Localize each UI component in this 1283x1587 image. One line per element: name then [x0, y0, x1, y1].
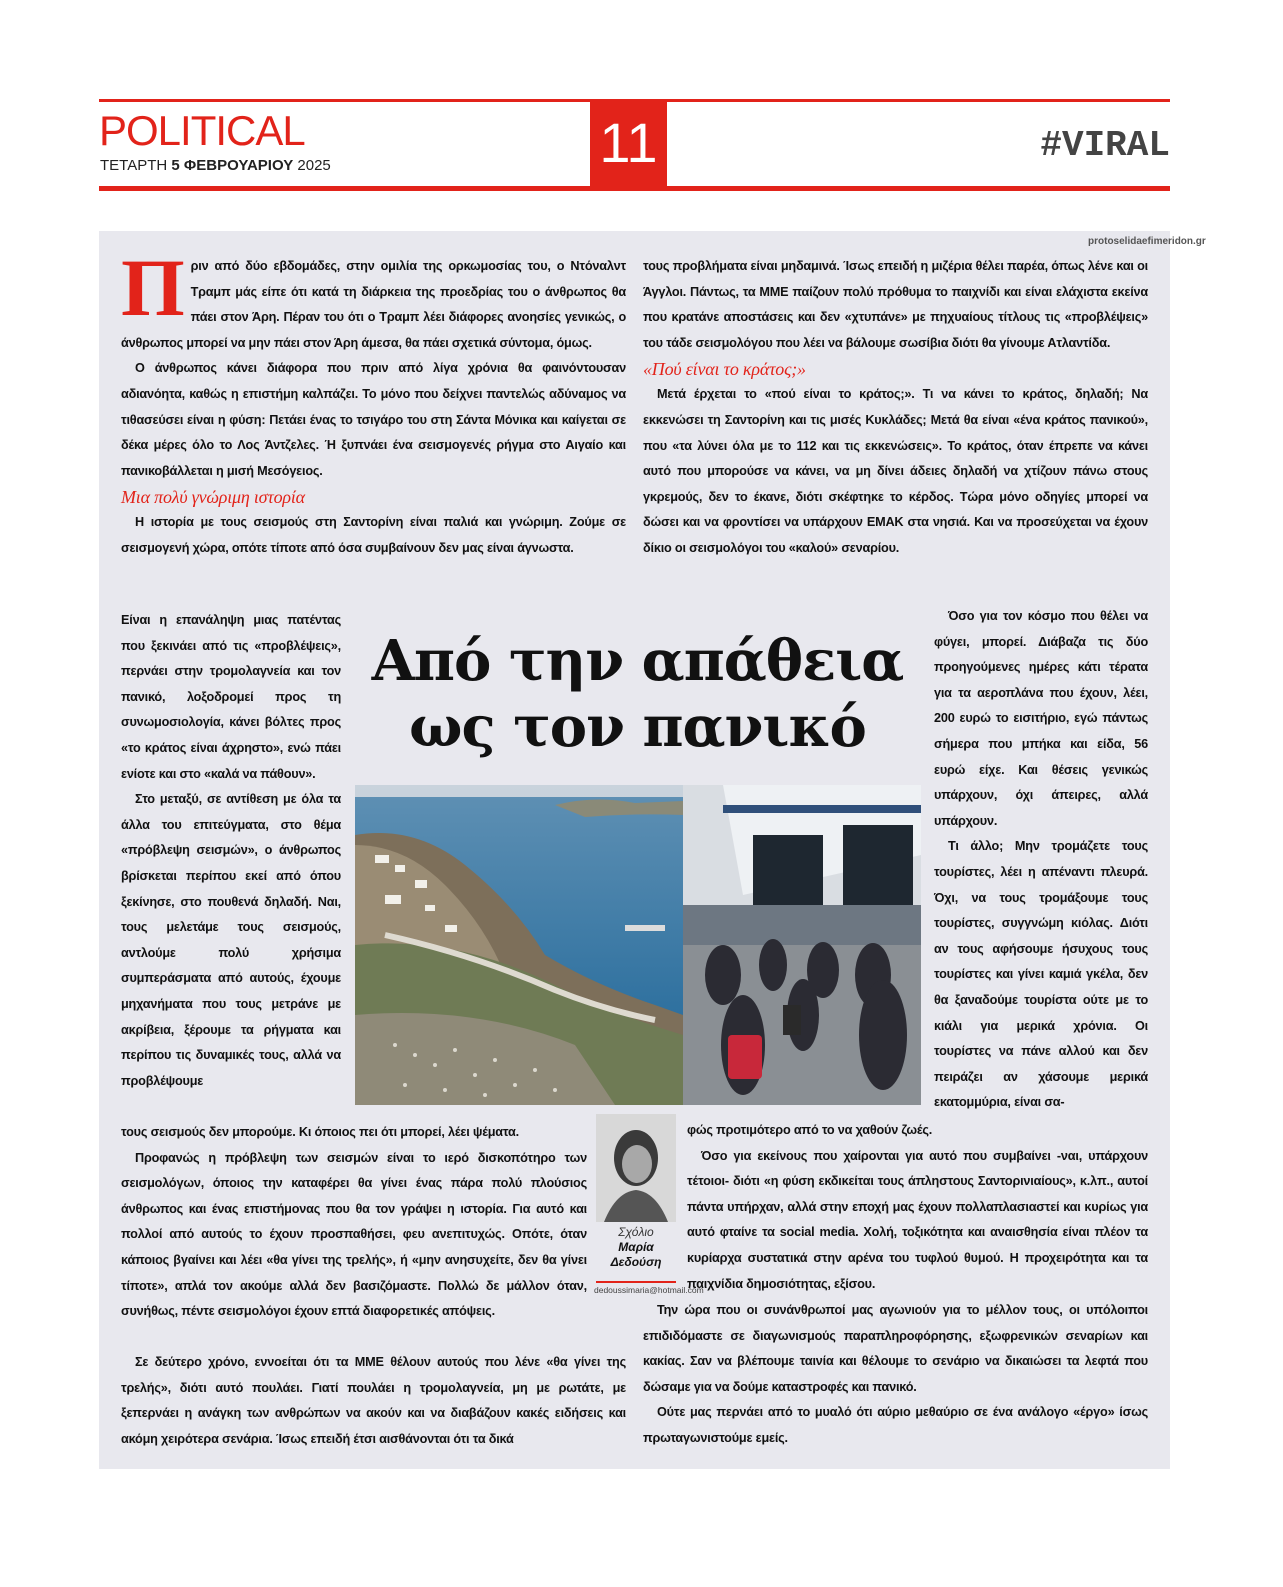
column-2-top: [643, 254, 1148, 562]
dateline-year: 2025: [297, 157, 331, 174]
paragraph: Ο άνθρωπος κάνει διάφορα που πριν από λίγα χρόνια θα φαινόντουσαν αδιανόητα, καθώς η επιστήμη καλπάζει. Το μόνο που δείχνει παντελώς αδύναμος να τιθασεύσει είναι η φύση: Πετάει ένας το τσιγάρο του στη Σάντα Μόνικα και καίγεται σε δέκα μέρες όλο το Λος Άντζελες. Ή ξυπνάει ένα σεισμογενές ρήγμα στο Αιγαίο και πανικοβάλλεται η μισή Μεσόγειος.: [121, 361, 626, 478]
santorini-aerial-photo: [355, 785, 683, 1105]
page-number: 11: [590, 99, 667, 187]
paragraph: τους σεισμούς δεν μπορούμε. Κι όποιος πει ότι μπορεί, λέει ψέματα.: [121, 1125, 519, 1139]
author-last-name: Δεδούση: [610, 1255, 662, 1269]
paragraph: Προφανώς η πρόβλεψη των σεισμών είναι το ιερό δισκοπότηρο των σεισμολόγων, όποιος την καταφέρει θα γίνει ένας πάρα πολύ πλούσιος άνθρωπος και ένας επιστήμονας που θα τον γράψει η ιστορία. Για αυτό και πολλοί από αυτούς το έχουν προσπαθήσει, φευ ανεπιτυχώς. Οπότε, όταν κάποιος βγαίνει και λέει «θα γίνει της τρελής», ή «μην ανησυχείτε, δεν θα γίνει τίποτε», απλά τον ακούμε αλλά δεν βασιζόμαστε. Πολλώ δε μάλλον όταν, συνήθως, πέντε σεισμολόγοι έχουν επτά διαφορετικές απόψεις.: [121, 1150, 587, 1319]
column-2-end: [643, 1298, 1148, 1452]
paragraph: Την ώρα που οι συνάνθρωποί μας αγωνιούν για το μέλλον τους, οι υπόλοιποι επιδιδόμαστε σε διαγωνισμούς παραπληροφόρησης, εξωφρενικών σεναρίων και κακίας. Σαν να βλέπουμε ταινία και θέλουμε το σενάριο να δικαιώσει τα λεφτά που δώσαμε για να δούμε καταστροφές και πανικό.: [643, 1303, 1148, 1394]
author-first-name: Μαρία: [618, 1240, 654, 1254]
paragraph: Όσο για εκείνους που χαίρονται για αυτό που συμβαίνει -ναι, υπάρχουν τέτοιοι- διότι «η φύση εκδικείται τους άπληστους Σαντορινιαίους», κ.λπ., αυτοί πάντα υπήρχαν, αλλά στην εποχή μας έχουν πολλαπλασιαστεί και κυρίως για αυτό φταίνε τα social media. Χολή, τοξικότητα και αναισθησία είναι πλέον τα κυρίαρχα συστατικά στην αρένα του τυφλού θυμού. Η προχειρότητα και τα παιχνίδια δημοσιότητας, εξίσου.: [687, 1148, 1148, 1291]
headline: [355, 628, 920, 760]
paragraph: Όσο για τον κόσμο που θέλει να φύγει, μπορεί. Διάβαζα τις δύο προηγούμενες ημέρες κάτι τέρατα για τα αεροπλάνα που έχουν, λέει, 200 ευρώ το εισιτήριο, εγώ πάντως σήμερα που μπήκα και είδα, 56 ευρώ είχε. Και θέσεις γενικώς υπάρχουν, όχι άπειρες, αλλά υπάρχουν.: [934, 609, 1148, 828]
subheading: «Πού είναι το κράτος;»: [643, 359, 806, 380]
column-1-end: [121, 1350, 626, 1452]
author-credit: [596, 1225, 676, 1270]
subheading: Μια πολύ γνώριμη ιστορία: [121, 487, 305, 508]
paragraph: Σε δεύτερο χρόνο, εννοείται ότι τα ΜΜΕ θέλουν αυτούς που λένε «θα γίνει της τρελής», διότι αυτό πουλάει. Γιατί πουλάει η τρομολαγνεία, μη με ρωτάτε, με ξεπερνάει η ανάγκη των ανθρώπων να ακούν και να διαβάζουν κακές ειδήσεις και ακόμη χειρότερα σενάρια. Ίσως επειδή έτσι αισθάνονται ότι τα δικά: [121, 1355, 626, 1446]
paragraph: Στο μεταξύ, σε αντίθεση με όλα τα άλλα του επιτεύγματα, στο θέμα «πρόβλεψη σεισμών», ο άνθρωπος βρίσκεται περίπου εκεί από όπου ξεκίνησε, στο πουθενά δηλαδή. Ναι, τους μελετάμε τους σεισμούς, αντλούμε πολύ χρήσιμα συμπεράσματα από αυτούς, έχουμε μηχανήματα που τους μετράνε με ακρίβεια, ξέρουμε τα ρήγματα και περίπου τις δυναμικές τους, αλλά να προβλέψουμε: [121, 792, 341, 1088]
intro-text: ριν από δύο εβδομάδες, στην ομιλία της ορκωμοσίας του, ο Ντόναλντ Τραμπ μάς είπε ότι κατά τη διάρκεια της προεδρίας του ο άνθρωπος θα πάει στον Άρη. Πέραν του ότι ο Τραμπ λέει διάφορες ανοησίες γενικώς, ο άνθρωπος μπορεί να μην πάει στον Άρη άμεσα, θα πάει σχετικά σύντομα, όμως.: [121, 259, 626, 350]
newspaper-brand: POLITICAL: [99, 107, 305, 154]
paragraph: Είναι η επανάληψη μιας πατέντας που ξεκινάει από τις «προβλέψεις», περνάει στην τρομολαγνεία και τον πανικό, λοξοδρομεί προς τη συνωμοσιολογία, κάνει βόλτες προς «το κράτος είναι άχρηστο», ενώ πάει ενίοτε και στο «καλά να πάθουν».: [121, 613, 341, 781]
column-1-top: [121, 242, 626, 562]
paragraph: Η ιστορία με τους σεισμούς στη Σαντορίνη είναι παλιά και γνώριμη. Ζούμε σε σεισμογενή χώρα, οπότε τίποτε από όσα συμβαίνουν δεν μας είναι άγνωστα.: [121, 515, 626, 555]
column-1-narrow: [121, 608, 341, 1094]
dateline: [100, 157, 331, 174]
dateline-day: ΤΕΤΑΡΤΗ: [100, 157, 168, 174]
author-portrait: [596, 1114, 676, 1222]
ferry-port-crowd-photo: [683, 785, 921, 1105]
dateline-date: 5 ΦΕΒΡΟΥΑΡΙΟΥ: [171, 157, 294, 174]
intro-paragraph: [121, 242, 626, 356]
headline-line-1: Από την απάθεια: [371, 628, 904, 694]
column-1-bottom: [121, 1120, 587, 1325]
paragraph: Ούτε μας περνάει από το μυαλό ότι αύριο μεθαύριο σε ένα ανάλογο «έργο» ίσως πρωταγωνιστούμε εμείς.: [643, 1405, 1148, 1445]
author-rule: [596, 1281, 676, 1283]
column-3-narrow: [934, 604, 1148, 1116]
paragraph: Μετά έρχεται το «πού είναι το κράτος;». Τι να κάνει το κράτος, δηλαδή; Να εκκενώσει τη Σαντορίνη και τις μισές Κυκλάδες; Μετά θα είναι «ένα κράτος πανικού», που «τα λύνει όλα με το 112 και τις εκκενώσεις». Το κράτος, όταν έπρεπε να κάνει αυτό που μπορούσε να κάνει, να μη δίνει άδειες δηλαδή να χτίζουν πάνω στους γκρεμούς, δεν το έκανε, διότι σκέφτηκε το κέρδος. Τώρα μόνο οδηγίες μπορεί να δώσει και να φροντίσει να υπάρχουν ΕΜΑΚ στα νησιά. Και να προσεύχεται να έχουν δίκιο οι σεισμολόγοι του «καλού» σεναρίου.: [643, 387, 1148, 555]
section-title: #VIRAL: [1040, 125, 1170, 166]
paragraph: Τι άλλο; Μην τρομάζετε τους τουρίστες, λέει η απέναντι πλευρά. Όχι, να τους τρομάξουμε τους τουρίστες, συγγνώμη κιόλας. Διότι αν τους αφήσουμε ήσυχους τους τουρίστες και γίνει καμιά γκέλα, δεν θα ξαναδούμε τουρίστα ούτε με το κιάλι για μερικά χρόνια. Οι τουρίστες να πάνε αλλού και δεν πειράζει αν χάσουμε μερικά εκατομμύρια, είναι σα-: [934, 839, 1148, 1110]
paragraph: τους προβλήματα είναι μηδαμινά. Ίσως επειδή η μιζέρια θέλει παρέα, όπως λένε και οι Άγγλοι. Πάντως, τα ΜΜΕ παίζουν πολύ πρόθυμα το παιχνίδι και είναι ελάχιστα εκείνα που κρατάνε αποστάσεις και δεν «χτυπάνε» με πηχυαίους τίτλους τις «προβλέψεις» του τάδε σεισμολόγου που λέει να βάλουμε σωσίβια διότι θα γίνουμε Ατλαντίδα.: [643, 259, 1148, 350]
headline-line-2: ως τον πανικό: [409, 694, 866, 760]
paragraph: φώς προτιμότερο από το να χαθούν ζωές.: [687, 1123, 933, 1137]
header-bottom-rule: [99, 186, 1170, 191]
author-label: Σχόλιο: [618, 1225, 654, 1239]
watermark: protoselidaefimeridon.gr: [1088, 236, 1206, 247]
author-email: dedoussimaria@hotmail.com: [594, 1285, 704, 1295]
drop-cap: Π: [121, 242, 185, 333]
column-2-bottom: [687, 1118, 1148, 1297]
